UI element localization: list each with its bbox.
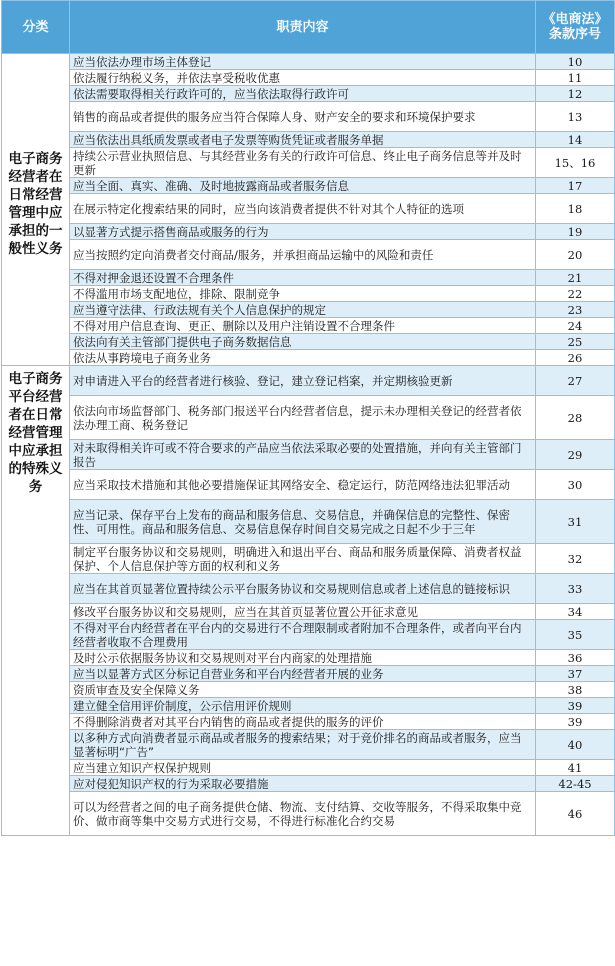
category-general-duties: 电子商务经营者在日常经营管理中应承担的一般性义务 xyxy=(2,54,70,366)
duty-cell: 应对侵犯知识产权的行为采取必要措施 xyxy=(70,776,536,792)
table-row xyxy=(2,318,615,334)
table-row xyxy=(2,54,615,70)
article-cell: 15、16 xyxy=(536,148,615,178)
duty-cell: 应当遵守法律、行政法规有关个人信息保护的规定 xyxy=(70,302,536,318)
table-row xyxy=(2,650,615,666)
table-row xyxy=(2,620,615,650)
article-cell: 30 xyxy=(536,470,615,500)
article-cell: 39 xyxy=(536,698,615,714)
article-cell: 42-45 xyxy=(536,776,615,792)
table-row xyxy=(2,500,615,544)
table-row xyxy=(2,86,615,102)
article-cell: 38 xyxy=(536,682,615,698)
duty-cell: 应当记录、保存平台上发布的商品和服务信息、交易信息，并确保信息的完整性、保密性、可用性。商品和服务信息、交易信息保存时间自交易完成之日起不少于三年 xyxy=(70,500,536,544)
duty-cell: 应当依法办理市场主体登记 xyxy=(70,54,536,70)
duty-cell: 不得对押金退还设置不合理条件 xyxy=(70,270,536,286)
duty-cell: 应当依法出具纸质发票或者电子发票等购货凭证或者服务单据 xyxy=(70,132,536,148)
duty-cell: 修改平台服务协议和交易规则，应当在其首页显著位置公开征求意见 xyxy=(70,604,536,620)
duty-table xyxy=(1,0,615,836)
table-row xyxy=(2,698,615,714)
table-row xyxy=(2,730,615,760)
table-row xyxy=(2,286,615,302)
duty-cell: 以显著方式提示搭售商品或服务的行为 xyxy=(70,224,536,240)
duty-cell: 制定平台服务协议和交易规则，明确进入和退出平台、商品和服务质量保障、消费者权益保护、个人信息保护等方面的权利和义务 xyxy=(70,544,536,574)
table-row xyxy=(2,178,615,194)
table-row xyxy=(2,270,615,286)
duty-cell: 建立健全信用评价制度，公示信用评价规则 xyxy=(70,698,536,714)
duty-cell: 销售的商品或者提供的服务应当符合保障人身、财产安全的要求和环境保护要求 xyxy=(70,102,536,132)
article-cell: 14 xyxy=(536,132,615,148)
duty-cell: 依法向市场监督部门、税务部门报送平台内经营者信息，提示未办理相关登记的经营者依法办理工商、税务登记 xyxy=(70,396,536,440)
duty-cell: 可以为经营者之间的电子商务提供仓储、物流、支付结算、交收等服务，不得采取集中竞价、做市商等集中交易方式进行交易，不得进行标准化合约交易 xyxy=(70,792,536,836)
duty-cell: 依法履行纳税义务，并依法享受税收优惠 xyxy=(70,70,536,86)
table-row xyxy=(2,440,615,470)
duty-cell: 在展示特定化搜索结果的同时，应当向该消费者提供不针对其个人特征的选项 xyxy=(70,194,536,224)
duty-cell: 不得对用户信息查询、更正、删除以及用户注销设置不合理条件 xyxy=(70,318,536,334)
duty-cell: 对未取得相关许可或不符合要求的产品应当依法采取必要的处置措施，并向有关主管部门报告 xyxy=(70,440,536,470)
duty-cell: 资质审查及安全保障义务 xyxy=(70,682,536,698)
table-row xyxy=(2,194,615,224)
article-cell: 37 xyxy=(536,666,615,682)
table-row xyxy=(2,544,615,574)
article-cell: 39 xyxy=(536,714,615,730)
duty-cell: 持续公示营业执照信息、与其经营业务有关的行政许可信息、终止电子商务信息等并及时更新 xyxy=(70,148,536,178)
article-cell: 20 xyxy=(536,240,615,270)
table-row xyxy=(2,148,615,178)
table-row xyxy=(2,366,615,396)
article-cell: 34 xyxy=(536,604,615,620)
article-cell: 21 xyxy=(536,270,615,286)
table-row xyxy=(2,102,615,132)
duty-cell: 不得对平台内经营者在平台内的交易进行不合理限制或者附加不合理条件，或者向平台内经营者收取不合理费用 xyxy=(70,620,536,650)
duty-cell: 对申请进入平台的经营者进行核验、登记，建立登记档案，并定期核验更新 xyxy=(70,366,536,396)
article-cell: 40 xyxy=(536,730,615,760)
article-cell: 17 xyxy=(536,178,615,194)
article-cell: 24 xyxy=(536,318,615,334)
article-cell: 35 xyxy=(536,620,615,650)
table-row xyxy=(2,714,615,730)
table-row xyxy=(2,302,615,318)
table-row xyxy=(2,70,615,86)
table-row xyxy=(2,470,615,500)
article-cell: 26 xyxy=(536,350,615,366)
table-row xyxy=(2,682,615,698)
duty-cell: 依法从事跨境电子商务业务 xyxy=(70,350,536,366)
article-cell: 28 xyxy=(536,396,615,440)
article-cell: 13 xyxy=(536,102,615,132)
table-row xyxy=(2,666,615,682)
duty-cell: 应当以显著方式区分标记自营业务和平台内经营者开展的业务 xyxy=(70,666,536,682)
table-row xyxy=(2,350,615,366)
article-cell: 41 xyxy=(536,760,615,776)
table-row xyxy=(2,792,615,836)
duty-cell: 应当在其首页显著位置持续公示平台服务协议和交易规则信息或者上述信息的链接标识 xyxy=(70,574,536,604)
article-cell: 11 xyxy=(536,70,615,86)
article-cell: 31 xyxy=(536,500,615,544)
duty-cell: 及时公示依据服务协议和交易规则对平台内商家的处理措施 xyxy=(70,650,536,666)
article-cell: 23 xyxy=(536,302,615,318)
article-cell: 25 xyxy=(536,334,615,350)
article-cell: 36 xyxy=(536,650,615,666)
header-category: 分类 xyxy=(2,1,70,54)
duty-cell: 不得删除消费者对其平台内销售的商品或者提供的服务的评价 xyxy=(70,714,536,730)
duty-cell: 依法需要取得相关行政许可的，应当依法取得行政许可 xyxy=(70,86,536,102)
duty-cell: 不得滥用市场支配地位，排除、限制竞争 xyxy=(70,286,536,302)
duty-cell: 依法向有关主管部门提供电子商务数据信息 xyxy=(70,334,536,350)
header-duty: 职责内容 xyxy=(70,1,536,54)
category-platform-duties: 电子商务平台经营者在日常经营管理中应承担的特殊义务 xyxy=(2,366,70,836)
duty-cell: 应当全面、真实、准确、及时地披露商品或者服务信息 xyxy=(70,178,536,194)
table-row xyxy=(2,396,615,440)
article-cell: 33 xyxy=(536,574,615,604)
article-cell: 29 xyxy=(536,440,615,470)
header-article: 《电商法》条款序号 xyxy=(536,1,615,54)
table-header-row xyxy=(2,1,615,54)
article-cell: 18 xyxy=(536,194,615,224)
duty-cell: 应当按照约定向消费者交付商品/服务，并承担商品运输中的风险和责任 xyxy=(70,240,536,270)
article-cell: 10 xyxy=(536,54,615,70)
article-cell: 19 xyxy=(536,224,615,240)
table-row xyxy=(2,604,615,620)
table-row xyxy=(2,574,615,604)
table-row xyxy=(2,760,615,776)
duty-cell: 以多种方式向消费者显示商品或者服务的搜索结果；对于竞价排名的商品或者服务，应当显著标明“广告” xyxy=(70,730,536,760)
article-cell: 12 xyxy=(536,86,615,102)
article-cell: 46 xyxy=(536,792,615,836)
table-row xyxy=(2,240,615,270)
duty-cell: 应当建立知识产权保护规则 xyxy=(70,760,536,776)
table-row xyxy=(2,132,615,148)
duty-cell: 应当采取技术措施和其他必要措施保证其网络安全、稳定运行，防范网络违法犯罪活动 xyxy=(70,470,536,500)
article-cell: 27 xyxy=(536,366,615,396)
table-row xyxy=(2,224,615,240)
article-cell: 32 xyxy=(536,544,615,574)
article-cell: 22 xyxy=(536,286,615,302)
table-row xyxy=(2,776,615,792)
table-row xyxy=(2,334,615,350)
